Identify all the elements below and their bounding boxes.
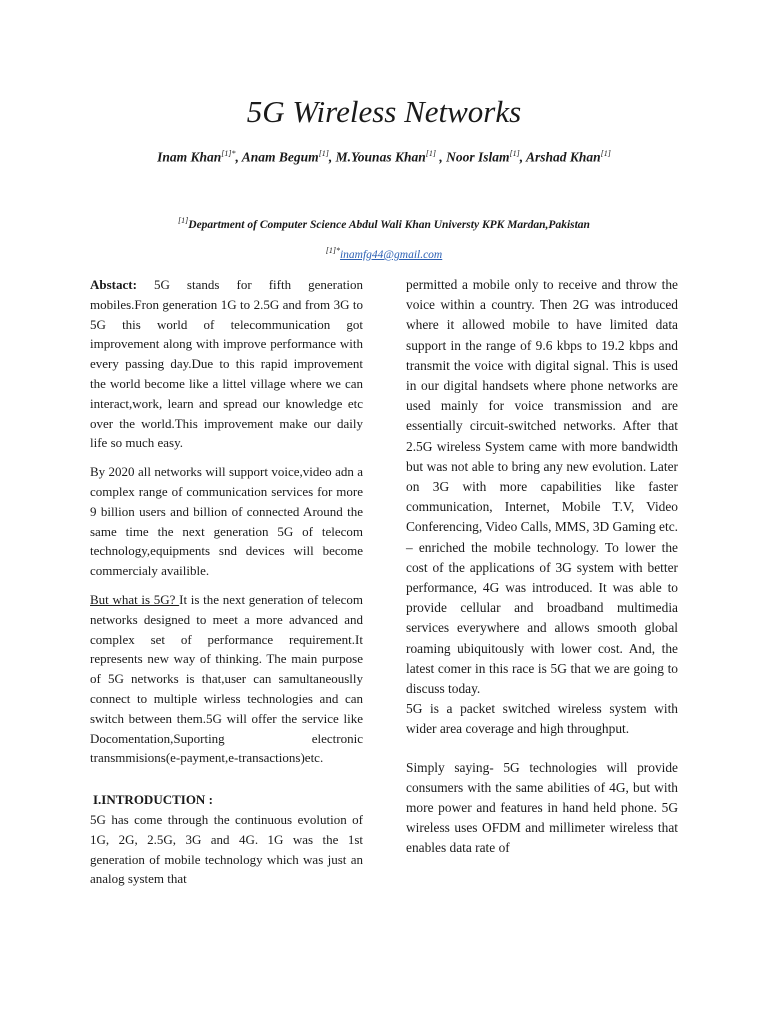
author-sup: [1] [600,149,611,158]
abstract-label: Abstact: [90,277,137,292]
author-name: Inam Khan [157,149,222,165]
abstract-paragraph [90,275,363,453]
right-column [406,275,678,859]
abstract-text: 5G stands for fifth generation mobiles.Fron generation 1G to 2.5G and from 3G to 5G this world of telecommunication got improvement along with improve performance with every passing day.Due to this rapid improvement the world become like a littel village where we can interact,work, learn and spread our knowledge etc over the world.This improvement make our daily life so much easy. [90,277,363,451]
body-paragraph: By 2020 all networks will support voice,video adn a complex range of communication services for more 9 billion users and billion of connected Around the same time the next generation 5G of telecom technology,equipments snd devices will become commercialy availible. [90,464,363,579]
author-name: M.Younas Khan [335,149,426,165]
body-paragraph: permitted a mobile only to receive and throw the voice within a country. Then 2G was introduced where it allowed mobile to have limited data support in the range of 9.6 kbps to 19.2 kbps and transmit the voice with digital signal. This is used in our digital handsets where phone networks are used mainly for voice transmission and are essentially circuit-switched networks. After that 2.5G wireless System came with more bandwidth but was not able to bring any new evolution. Later on 3G with more capabilities like faster communication, Internet, Mobile T.V, Video Conferencing, Video Calls, MMS, 3D Gaming etc. – enriched the mobile technology. To lower the cost of the applications of 3G system with better performance, 4G was introduced. It was able to provide cellular and broadband multimedia services everywhere and allows smooth global roaming ubiquitously with lower cost. And, the latest comer in this race is 5G that we are going to discuss today. [406,277,678,697]
contact-sup: [1]* [325,246,340,255]
section-heading: I.INTRODUCTION : [93,792,213,808]
author-sup: [1] [509,149,520,158]
question-text: It is the next generation of telecom networks designed to meet a more advanced and complex set of performance requirement.It represents new way of thinking. The main purpose of 5G networks is that,user can samultaneouslly connect to multiple wirless technologies and can switch between them.5G will offer the service like Docomentation,Suporting electronic transmmisions(e-payment,e-transactions)etc. [90,591,363,766]
paper-title: 5G Wireless Networks [246,94,522,129]
author-name: Arshad Khan [525,149,601,165]
contact-line [0,246,768,261]
question-lead: But what is 5G? [90,591,180,607]
email-link[interactable]: inamfg44@gmail.com [339,248,443,261]
left-column [90,275,363,889]
author-name: Anam Begum [241,149,319,165]
author-name: Noor Islam [446,149,510,165]
affiliation [0,216,768,231]
affiliation-sup: [1] [178,216,189,225]
affiliation-text: Department of Computer Science Abdul Wali Khan Universty KPK Mardan,Pakistan [188,218,590,231]
author-sup: [1]* [221,149,236,158]
author-list: Inam Khan$^{[1]*}$, Anam Begum[1], M.Younas Khan[1] , Noor Islam[1], Arshad Khan[1] [157,149,611,165]
author-sup: [1] [318,149,329,158]
body-paragraph: Simply saying- 5G technologies will provide consumers with the same abilities of 4G, but with more power and features in hand held phone. 5G wireless uses OFDM and millimeter wireless that enables data rate of [406,759,678,856]
author-sup: [1] [425,149,436,158]
body-paragraph: 5G is a packet switched wireless system with wider area coverage and high throughput. [406,701,678,737]
body-paragraph [90,590,363,768]
intro-paragraph: 5G has come through the continuous evolution of 1G, 2G, 2.5G, 3G and 4G. 1G was the 1st generation of mobile technology which was just an analog system that [90,811,363,887]
